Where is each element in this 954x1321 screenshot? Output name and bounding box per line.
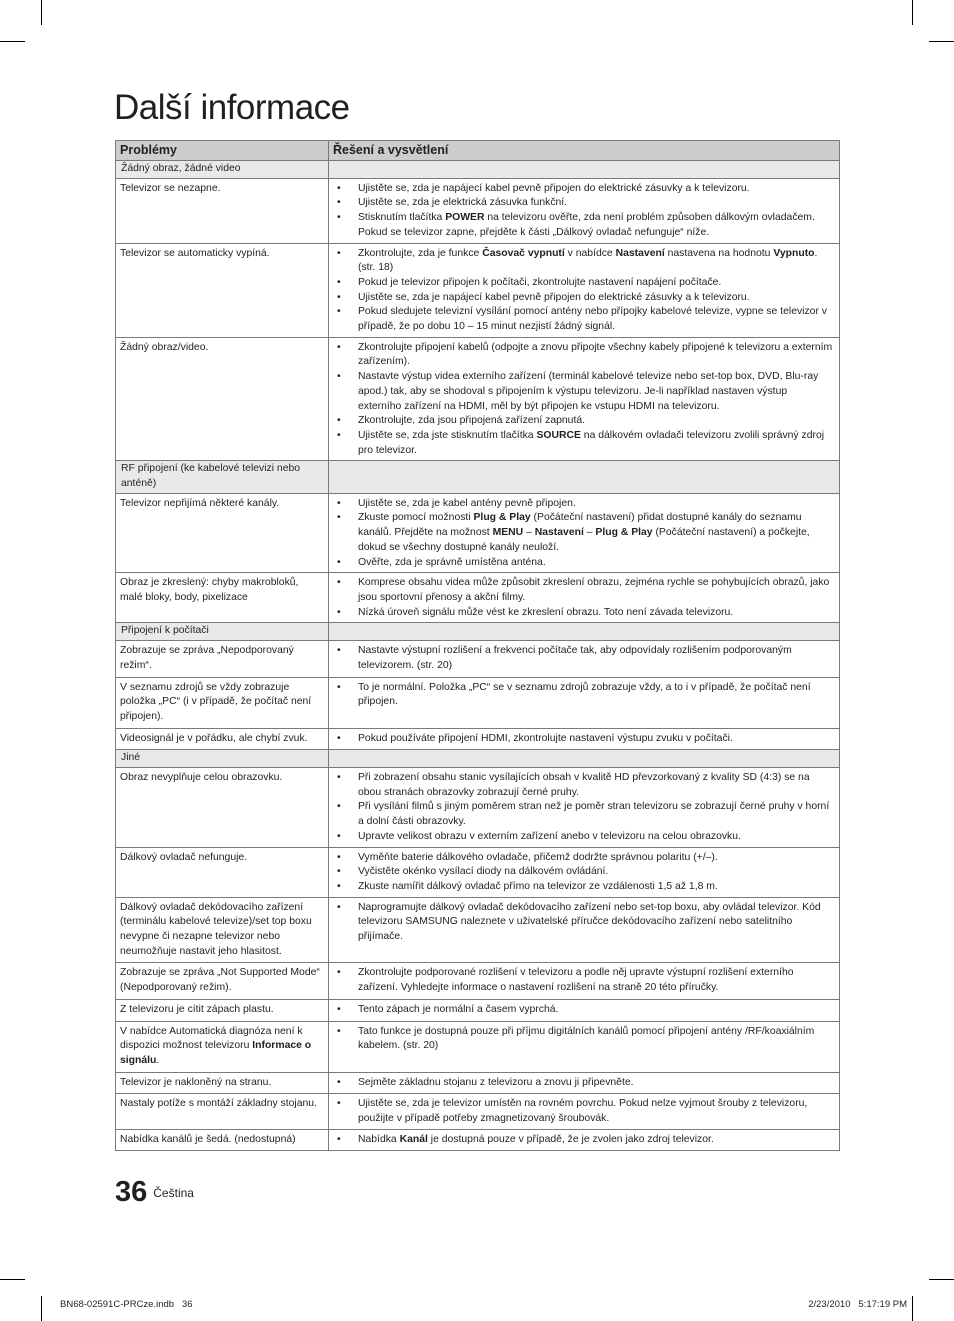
solution-item: • Sejměte základnu stojanu z televizoru a znovu ji připevněte.: [329, 1076, 833, 1091]
table-row: [116, 768, 840, 848]
section-category: RF připojení (ke kabelové televizi nebo anténě): [116, 461, 329, 493]
section-category: Jiné: [116, 750, 329, 768]
page-title: Další informace: [114, 88, 350, 127]
problem-cell: Obraz je zkreslený: chyby makrobloků, malé bloky, body, pixelizace: [116, 573, 329, 623]
solution-item: • Zkontrolujte, zda je funkce Časovač vypnutí v nabídce Nastavení nastavena na hodnotu Vypnuto. (str. 18): [329, 247, 833, 276]
section-category-filler: [329, 161, 840, 179]
solution-item: • Pokud používáte připojení HDMI, zkontrolujte nastavení výstupu zvuku v počítači.: [329, 732, 833, 747]
page-language: Čeština: [153, 1185, 194, 1200]
section-category-filler: [329, 461, 840, 493]
solution-cell: [329, 897, 840, 963]
solution-list: [329, 1097, 833, 1126]
solution-cell: [329, 493, 840, 573]
solution-list: [329, 901, 833, 945]
solution-cell: [329, 728, 840, 750]
solution-list: [329, 1003, 833, 1018]
solution-cell: [329, 963, 840, 999]
solution-cell: [329, 1072, 840, 1094]
solution-item: • Ujistěte se, zda jste stisknutím tlačítka SOURCE na dálkovém ovladači televizoru zvolili správný zdroj pro televizor.: [329, 429, 833, 458]
solution-item: • Ujistěte se, zda je napájecí kabel pevně připojen do elektrické zásuvky a k televizoru.: [329, 291, 833, 306]
solution-list: [329, 247, 833, 335]
table-row: [116, 493, 840, 573]
column-header-solutions: Řešení a vysvětlení: [329, 141, 840, 161]
solution-list: [329, 497, 833, 571]
solution-item: • Ujistěte se, zda je napájecí kabel pevně připojen do elektrické zásuvky a k televizoru.: [329, 182, 833, 197]
crop-mark: [41, 1296, 42, 1321]
solution-cell: [329, 243, 840, 337]
solution-item: • Tento zápach je normální a časem vyprchá.: [329, 1003, 833, 1018]
solution-list: [329, 341, 833, 459]
solution-item: • Zkuste pomocí možnosti Plug & Play (Počáteční nastavení) přidat dostupné kanály do seznamu kanálů. Přejděte na možnost MENU – Nastavení – Plug & Play (Počáteční nastavení) a počkejte, dokud se všechny dostupné kanály neuloží.: [329, 511, 833, 555]
solution-list: [329, 576, 833, 620]
solution-list: [329, 182, 833, 241]
solution-item: • Pokud sledujete televizní vysílání pomocí antény nebo přípojky kabelové televize, vypne se televizor v případě, že po dobu 10 – 15 minut nezjistí žádný signál.: [329, 305, 833, 334]
solution-cell: [329, 1129, 840, 1151]
solution-item: • Při zobrazení obsahu stanic vysílajících obsah v kvalitě HD převzorkovaný z kvality SD (4:3) se na obou stranách obrazovky zobrazují černé pruhy.: [329, 771, 833, 800]
table-row: [116, 897, 840, 963]
troubleshooting-table: [115, 140, 840, 1151]
table-row: [116, 1129, 840, 1151]
section-category-filler: [329, 623, 840, 641]
solution-list: [329, 851, 833, 895]
problem-cell: Zobrazuje se zpráva „Not Supported Mode“ (Nepodporovaný režim).: [116, 963, 329, 999]
table-row: [116, 1094, 840, 1129]
table-row: [116, 728, 840, 750]
solution-cell: [329, 337, 840, 461]
page-number-block: [115, 1176, 194, 1209]
problem-cell: Nastaly potíže s montáží základny stojanu.: [116, 1094, 329, 1129]
solution-cell: [329, 178, 840, 243]
table-row: [116, 847, 840, 897]
table-row: [116, 243, 840, 337]
solution-item: • Ověřte, zda je správně umístěna anténa.: [329, 556, 833, 571]
section-category: Připojení k počítači: [116, 623, 329, 641]
table-row: [116, 963, 840, 999]
solution-item: • Nastavte výstupní rozlišení a frekvenci počítače tak, aby odpovídaly rozlišením podporovaným televizorem. (str. 20): [329, 644, 833, 673]
problem-cell: Z televizoru je cítit zápach plastu.: [116, 999, 329, 1021]
solution-item: • Zkontrolujte připojení kabelů (odpojte a znovu připojte všechny kabely připojené k televizoru a externím zařízením).: [329, 341, 833, 370]
solution-item: • Upravte velikost obrazu v externím zařízení anebo v televizoru na celou obrazovku.: [329, 830, 833, 845]
section-row: [116, 623, 840, 641]
solution-item: • Komprese obsahu videa může způsobit zkreslení obrazu, zejména rychle se pohybujících obrazů, jako jsou sportovní přenosy a akční filmy.: [329, 576, 833, 605]
solution-item: • Ujistěte se, zda je kabel antény pevně připojen.: [329, 497, 833, 512]
crop-mark: [929, 41, 954, 42]
problem-cell: Televizor je nakloněný na stranu.: [116, 1072, 329, 1094]
section-category: Žádný obraz, žádné video: [116, 161, 329, 179]
table-row: [116, 999, 840, 1021]
crop-mark: [41, 0, 42, 25]
solution-item: • Ujistěte se, zda je elektrická zásuvka funkční.: [329, 196, 833, 211]
table-body: [116, 161, 840, 1151]
problem-cell: Dálkový ovladač nefunguje.: [116, 847, 329, 897]
column-header-problems: Problémy: [116, 141, 329, 161]
solution-list: [329, 644, 833, 673]
problem-cell: Televizor se nezapne.: [116, 178, 329, 243]
solution-item: • Pokud je televizor připojen k počítači, zkontrolujte nastavení napájení počítače.: [329, 276, 833, 291]
solution-item: • Vyčistěte okénko vysílací diody na dálkovém ovládání.: [329, 865, 833, 880]
solution-item: • Naprogramujte dálkový ovladač dekódovacího zařízení nebo set-top boxu, aby ovládal televizor. Kód televizoru SAMSUNG naleznete v uživatelské příručce dekódovacího zařízení nebo satelitního přijímače.: [329, 901, 833, 945]
crop-mark: [912, 0, 913, 25]
problem-cell: V nabídce Automatická diagnóza není k dispozici možnost televizoru Informace o signálu.: [116, 1021, 329, 1072]
table-row: [116, 178, 840, 243]
solution-item: • Nízká úroveň signálu může vést ke zkreslení obrazu. Toto není závada televizoru.: [329, 606, 833, 621]
solution-cell: [329, 768, 840, 848]
solution-item: • Tato funkce je dostupná pouze při příjmu digitálních kanálů pomocí připojení antény /RF/koaxiálním kabelem. (str. 20): [329, 1025, 833, 1054]
problem-cell: Nabídka kanálů je šedá. (nedostupná): [116, 1129, 329, 1151]
problem-cell: Televizor nepřijímá některé kanály.: [116, 493, 329, 573]
solution-list: [329, 732, 833, 747]
problem-cell: Obraz nevyplňuje celou obrazovku.: [116, 768, 329, 848]
solution-list: [329, 966, 833, 995]
section-row: [116, 461, 840, 493]
solution-cell: [329, 677, 840, 728]
problem-cell: Žádný obraz/video.: [116, 337, 329, 461]
problem-cell: Televizor se automaticky vypíná.: [116, 243, 329, 337]
solution-list: [329, 1133, 833, 1148]
table-row: [116, 573, 840, 623]
table-row: [116, 337, 840, 461]
solution-item: • To je normální. Položka „PC“ se v seznamu zdrojů zobrazuje vždy, a to i v případě, že počítač není připojen.: [329, 681, 833, 710]
section-row: [116, 161, 840, 179]
solution-list: [329, 1025, 833, 1054]
crop-mark: [912, 1296, 913, 1321]
solution-list: [329, 771, 833, 845]
table-header-row: [116, 141, 840, 161]
solution-cell: [329, 847, 840, 897]
footer-file: BN68-02591C-PRCze.indb 36: [60, 1299, 193, 1310]
solution-list: [329, 1076, 833, 1091]
solution-list: [329, 681, 833, 710]
solution-cell: [329, 641, 840, 677]
page-number: 36: [115, 1176, 148, 1208]
crop-mark: [0, 41, 25, 42]
crop-mark: [0, 1279, 25, 1280]
problem-cell: Zobrazuje se zpráva „Nepodporovaný režim“.: [116, 641, 329, 677]
solution-cell: [329, 1021, 840, 1072]
solution-item: • Ujistěte se, zda je televizor umístěn na rovném povrchu. Pokud nelze vyjmout šrouby z televizoru, použijte v případě potřeby zmagnetizovaný šroubovák.: [329, 1097, 833, 1126]
solution-item: • Nastavte výstup videa externího zařízení (terminál kabelové televize nebo set-top box, DVD, Blu-ray apod.) tak, aby se shodoval s připojením k výstupu televizoru. Je-li například nastaven výstup externího zařízení na HDMI, měl by být připojen ke vstupu HDMI na televizoru.: [329, 370, 833, 414]
crop-mark: [929, 1279, 954, 1280]
table-row: [116, 677, 840, 728]
solution-item: • Zkontrolujte, zda jsou připojená zařízení zapnutá.: [329, 414, 833, 429]
solution-cell: [329, 999, 840, 1021]
section-category-filler: [329, 750, 840, 768]
solution-item: • Zkontrolujte podporované rozlišení v televizoru a podle něj upravte výstupní rozlišení externího zařízení. Vyhledejte informace o nastavení rozlišení na straně 20 této příručky.: [329, 966, 833, 995]
problem-cell: Videosignál je v pořádku, ale chybí zvuk.: [116, 728, 329, 750]
solution-item: • Při vysílání filmů s jiným poměrem stran než je poměr stran televizoru se zobrazují černé pruhy v horní a dolní části obrazovky.: [329, 800, 833, 829]
solution-item: • Zkuste namířit dálkový ovladač přímo na televizor ze vzdálenosti 1,5 až 1,8 m.: [329, 880, 833, 895]
table-row: [116, 1021, 840, 1072]
solution-item: • Vyměňte baterie dálkového ovladače, přičemž dodržte správnou polaritu (+/–).: [329, 851, 833, 866]
problem-cell: V seznamu zdrojů se vždy zobrazuje položka „PC“ (i v případě, že počítač není připojen).: [116, 677, 329, 728]
table-row: [116, 641, 840, 677]
solution-item: • Stisknutím tlačítka POWER na televizoru ověřte, zda není problém způsoben dálkovým ovladačem. Pokud se televizor zapne, přejděte k části „Dálkový ovladač nefunguje“ níže.: [329, 211, 833, 240]
solution-cell: [329, 573, 840, 623]
section-row: [116, 750, 840, 768]
solution-cell: [329, 1094, 840, 1129]
table-row: [116, 1072, 840, 1094]
problem-cell: Dálkový ovladač dekódovacího zařízení (terminálu kabelové televize)/set top boxu nevypne či nezapne televizor nebo neumožňuje nastavit jeho hlasitost.: [116, 897, 329, 963]
solution-item: • Nabídka Kanál je dostupná pouze v případě, že je zvolen jako zdroj televizor.: [329, 1133, 833, 1148]
footer-timestamp: 2/23/2010 5:17:19 PM: [808, 1299, 907, 1310]
